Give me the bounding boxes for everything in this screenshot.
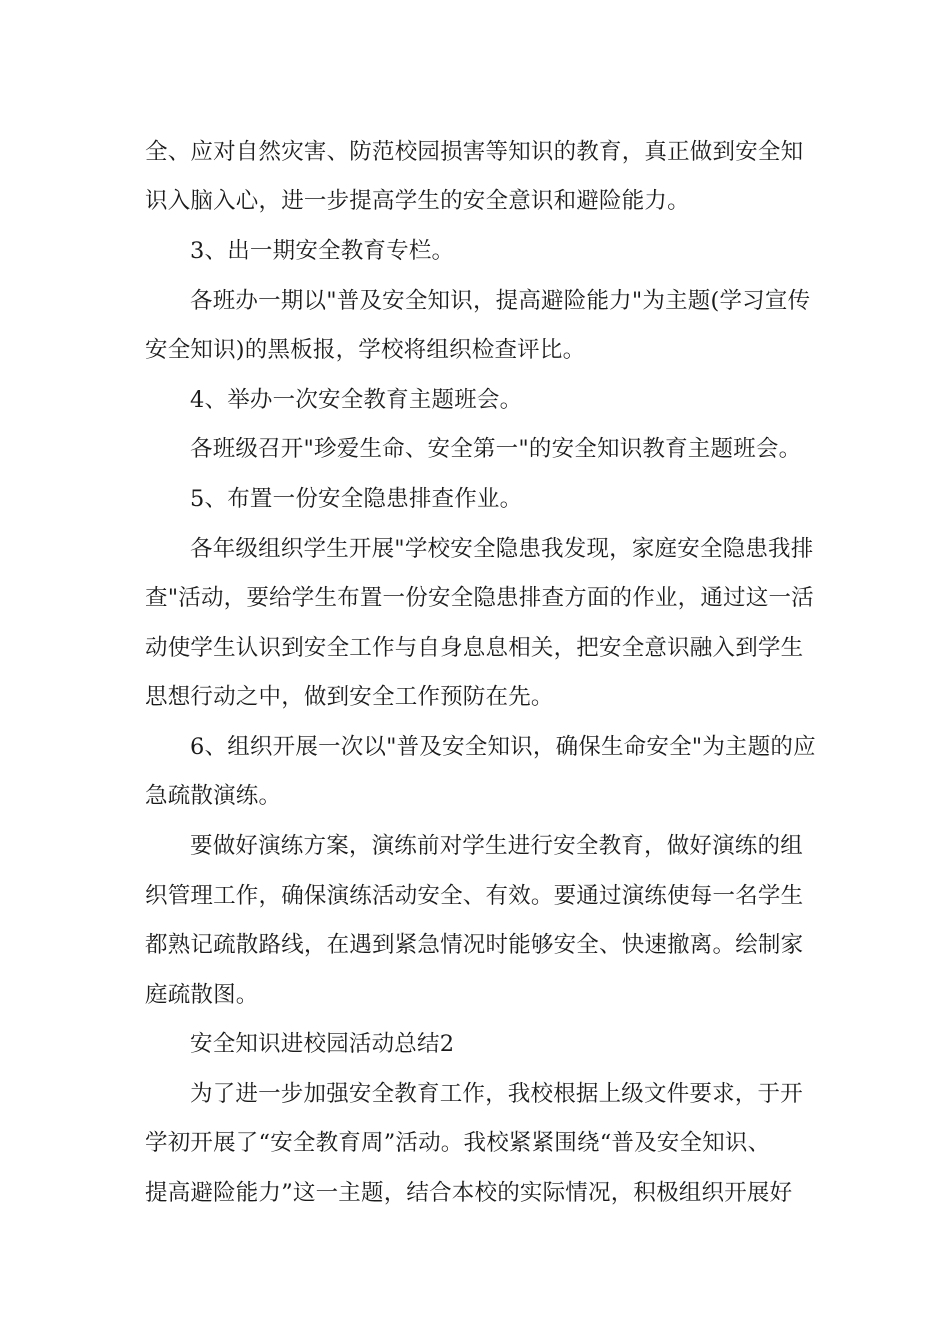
paragraph-line: 查"活动，要给学生布置一份安全隐患排查方面的作业，通过这一活 — [145, 585, 814, 611]
paragraph-line: 动使学生认识到安全工作与自身息息相关，把安全意识融入到学生 — [145, 635, 804, 661]
paragraph-line: 急疏散演练。 — [145, 783, 282, 809]
paragraph-line: 各年级组织学生开展"学校安全隐患我发现，家庭安全隐患我排 — [190, 536, 814, 562]
paragraph-line: 学初开展了“安全教育周”活动。我校紧紧围绕“普及安全知识、 — [145, 1130, 771, 1156]
paragraph-line: 安全知识)的黑板报，学校将组织检查评比。 — [145, 337, 586, 363]
paragraph-line: 庭疏散图。 — [145, 982, 259, 1008]
paragraph-line: 各班级召开"珍爱生命、安全第一"的安全知识教育主题班会。 — [190, 436, 802, 462]
paragraph-line: 识入脑入心，进一步提高学生的安全意识和避险能力。 — [145, 188, 690, 214]
section-heading-5: 5、布置一份安全隐患排查作业。 — [190, 486, 523, 512]
section-heading-4: 4、举办一次安全教育主题班会。 — [190, 387, 523, 413]
paragraph-line: 提高避险能力”这一主题，结合本校的实际情况，积极组织开展好 — [145, 1180, 793, 1206]
paragraph-line: 全、应对自然灾害、防范校园损害等知识的教育，真正做到安全知 — [145, 139, 804, 165]
paragraph-line: 思想行动之中，做到安全工作预防在先。 — [145, 684, 554, 710]
paragraph-line: 要做好演练方案，演练前对学生进行安全教育，做好演练的组 — [190, 833, 803, 859]
document-subtitle: 安全知识进校园活动总结2 — [190, 1031, 455, 1057]
section-heading-3: 3、出一期安全教育专栏。 — [190, 238, 455, 264]
paragraph-line: 为了进一步加强安全教育工作，我校根据上级文件要求，于开 — [190, 1081, 803, 1107]
paragraph-line: 织管理工作，确保演练活动安全、有效。要通过演练使每一名学生 — [145, 883, 804, 909]
paragraph-line: 各班办一期以"普及安全知识，提高避险能力"为主题(学习宣传 — [190, 288, 811, 314]
section-heading-6: 6、组织开展一次以"普及安全知识，确保生命安全"为主题的应 — [190, 734, 816, 760]
paragraph-line: 都熟记疏散路线，在遇到紧急情况时能够安全、快速撤离。绘制家 — [145, 932, 804, 958]
